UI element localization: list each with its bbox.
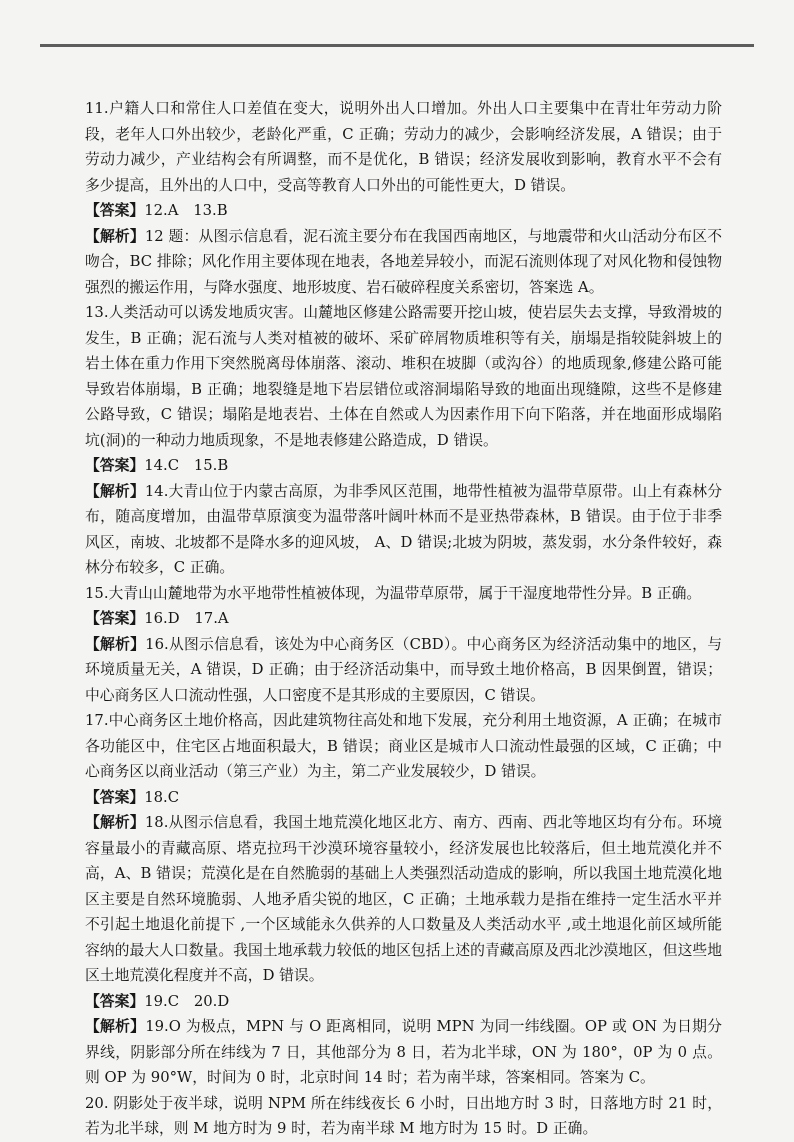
paragraph-text: 11.户籍人口和常住人口差值在变大，说明外出人口增加。外出人口主要集中在青壮年劳动力阶段，老年人口外出较少，老龄化严重，C 正确；劳动力的减少，会影响经济发展，A 错误；由于劳动力减少，产业结构会有所调整，而不是优化，B 错误；经济发展收到影响，教育水平不会有多少提高，且外出的人口中，受高等教育人口外出的可能性更大，D 错误。 [85,100,722,194]
answer-line [85,198,722,224]
paragraph-text: 15.大青山山麓地带为水平地带性植被体现，为温带草原带，属于干湿度地带性分异。B 正确。 [85,584,702,602]
answer-label: 【答案】 [85,992,145,1010]
question-paragraph [85,1091,722,1142]
paragraph-text: 13.人类活动可以诱发地质灾害。山麓地区修建公路需要开挖山坡，使岩层失去支撑，导致滑坡的发生，B 正确；泥石流与人类对植被的破坏、采矿碎屑物质堆积等有关，崩塌是指较陡斜坡上的岩土体在重力作用下突然脱离母体崩落、滚动、堆积在坡脚（或沟谷）的地质现象,修建公路可能导致岩体崩塌，B 正确；地裂缝是地下岩层错位或溶洞塌陷导致的地面出现缝隙，这些不是修建公路导致，C 错误；塌陷是地表岩、土体在自然或人为因素作用下向下陷落，并在地面形成塌陷坑(洞)的一种动力地质现象，不是地表修建公路造成，D 错误。 [85,304,722,449]
explanation-paragraph [85,632,722,709]
question-paragraph [85,96,722,198]
explanation-label: 【解析】 [85,1018,146,1035]
paragraph-text: 14.C 15.B [144,457,229,474]
question-paragraph [85,581,722,607]
explanation-label: 【解析】 [85,814,145,831]
paragraph-text: 12.A 13.B [144,202,228,219]
answer-label: 【答案】 [85,202,145,219]
paragraph-text: 16.从图示信息看，该处为中心商务区（CBD）。中心商务区为经济活动集中的地区，与环境质量无关，A 错误，D 正确；由于经济活动集中，而导致土地价格高，B 因果倒置，错误；中心商务区人口流动性强，人口密度不是其形成的主要原因，C 错误。 [85,635,722,704]
answer-label: 【答案】 [85,610,145,627]
explanation-paragraph [85,479,722,581]
explanation-label: 【解析】 [85,227,145,245]
explanation-label: 【解析】 [85,635,146,653]
paragraph-text: 16.D 17.A [144,610,229,627]
paragraph-text: 19.O 为极点，MPN 与 O 距离相同，说明 MPN 为同一纬线圈。OP 或 ON 为日期分界线，阴影部分所在纬线为 7 日，其他部分为 8 日，若为北半球，ON 为 180°，0P 为 0 点。则 OP 为 90°W，时间为 0 时，北京时间 14 时；若为南半球，答案相同。答案为 C。 [85,1018,722,1086]
answer-line [85,785,722,811]
answer-line [85,453,722,479]
question-paragraph [85,300,722,453]
answer-label: 【答案】 [85,457,145,474]
explanation-paragraph [85,1014,722,1091]
paragraph-text: 14.大青山位于内蒙古高原，为非季风区范围，地带性植被为温带草原带。山上有森林分布，随高度增加，由温带草原演变为温带落叶阔叶林而不是亚热带森林，B 错误。由于位于非季风区，南坡、北坡都不是降水多的迎风坡， A、D 错误;北坡为阴坡，蒸发弱，水分条件较好，森林分布较多，C 正确。 [85,482,722,576]
answer-label: 【答案】 [85,788,145,806]
paragraph-text: 12 题：从图示信息看，泥石流主要分布在我国西南地区，与地震带和火山活动分布区不吻合，BC 排除；风化作用主要体现在地表，各地差异较小，而泥石流则体现了对风化物和侵蚀物强烈的搬运作用，与降水强度、地形坡度、岩石破碎程度关系密切，答案选 A。 [85,227,722,296]
explanation-paragraph [85,810,722,989]
explanation-paragraph [85,224,722,301]
answer-explanation-body [85,96,722,1142]
paragraph-text: 18.从图示信息看，我国土地荒漠化地区北方、南方、西南、西北等地区均有分布。环境容量最小的青藏高原、塔克拉玛干沙漠环境容量较小，经济发展也比较落后，但土地荒漠化并不高，A、B 错误；荒漠化是在自然脆弱的基础上人类强烈活动造成的影响，所以我国土地荒漠化地区主要是自然环境脆弱、人地矛盾尖锐的地区，C 正确；土地承载力是指在维持一定生活水平并不引起土地退化前提下 ,一个区域能永久供养的人口数量及人类活动水平 ,或土地退化前区域所能容纳的最大人口数量。我国土地承载力较低的地区包括上述的青藏高原及西北沙漠地区，但这些地区土地荒漠化程度并不高，D 错误。 [85,814,722,984]
paragraph-text: 19.C 20.D [144,992,230,1010]
paragraph-text: 18.C [144,788,180,806]
explanation-label: 【解析】 [85,482,145,500]
answer-line [85,606,722,632]
page-top-rule [40,44,754,47]
paragraph-text: 20. 阴影处于夜半球，说明 NPM 所在纬线夜长 6 小时，日出地方时 3 时，日落地方时 21 时，若为北半球，则 M 地方时为 9 时，若为南半球 M 地方时为 15 时。D 正确。 [85,1094,722,1137]
answer-line [85,989,722,1015]
question-paragraph [85,708,722,785]
paragraph-text: 17.中心商务区土地价格高，因此建筑物往高处和地下发展，充分利用土地资源，A 正确；在城市各功能区中，住宅区占地面积最大，B 错误；商业区是城市人口流动性最强的区域，C 正确；中心商务区以商业活动（第三产业）为主，第二产业发展较少，D 错误。 [85,712,722,780]
